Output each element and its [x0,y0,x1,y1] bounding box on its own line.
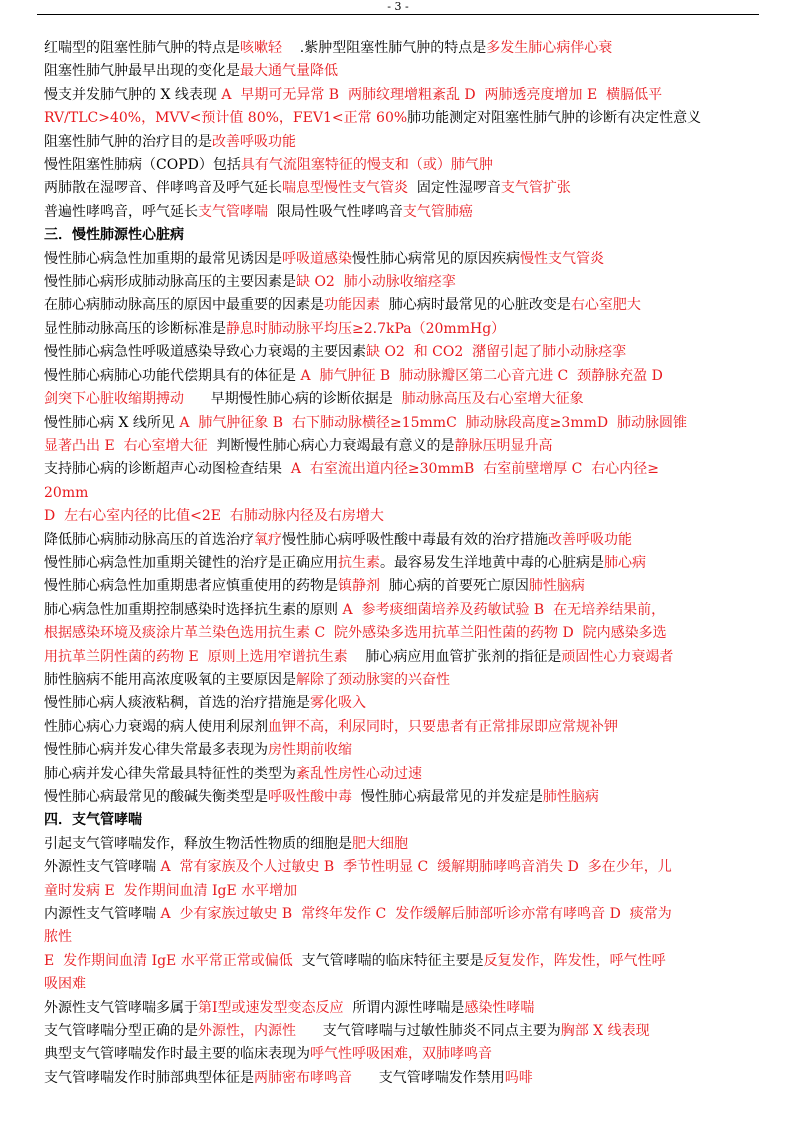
highlighted-answer: 肥大细胞 [352,835,408,852]
question-text: 红喘型的阻塞性肺气肿的特点是 [44,40,240,56]
question-text: 固定性湿啰音 [408,180,501,197]
question-text: 肺心病的首要死亡原因 [380,578,529,595]
text-line [44,37,754,60]
question-text: 支气管哮喘发作禁用 [352,1069,505,1086]
text-line [44,1067,754,1090]
highlighted-answer: A 常有家族及个人过敏史 B 季节性明显 C 缓解期肺哮鸣音消失 D 多在少年，儿 [160,859,672,876]
highlighted-answer: 呼气性呼吸困难，双肺哮鸣音 [310,1046,492,1063]
text-line [44,622,754,645]
highlighted-answer: 剑突下心脏收缩期搏动 [44,391,184,408]
page-header [37,0,759,15]
question-text: 支持肺心病的诊断超声心动图检查结果 [44,461,291,478]
question-text: 典型支气管哮喘发作时最主要的临床表现为 [44,1046,310,1063]
question-text: 支气管哮喘的临床特征主要是 [292,952,484,969]
highlighted-answer: 吸困难 [44,976,86,993]
text-line [44,646,754,669]
question-text: 阻塞性肺气肿最早出现的变化是 [44,63,240,80]
highlighted-answer: 肺心病 [604,554,646,571]
question-text: 。最容易发生洋地黄中毒的心脏病是 [380,554,604,571]
text-line [44,505,754,528]
highlighted-answer: A 早期可无异常 B 两肺纹理增粗紊乱 D 两肺透亮度增加 E 横膈低平 [221,86,663,103]
highlighted-answer: 慢性支气管炎 [520,250,604,267]
highlighted-answer: 最大通气量降低 [240,63,338,80]
document-body [44,37,754,1090]
highlighted-answer: 改善呼吸功能 [548,531,632,548]
highlighted-answer: 两肺密布哮鸣音 [254,1069,352,1086]
text-line [44,973,754,996]
question-text: 慢性肺心病急性加重期患者应慎重使用的药物是 [44,578,338,595]
highlighted-answer: 反复发作，阵发性，呼气性呼 [483,952,666,969]
text-line [44,482,754,505]
question-text: 限局性吸气性哮鸣音 [268,203,403,220]
question-text: 判断慢性肺心病心力衰竭最有意义的是 [207,437,455,454]
highlighted-answer: 雾化吸入 [310,695,366,712]
highlighted-answer: D 左右心室内径的比值<2E 右肺动脉内径及右房增大 [44,508,384,525]
question-text: 肺功能测定对阻塞性肺气肿的诊断有决定性意义 [407,110,702,127]
question-text: 两肺散在湿啰音、伴哮鸣音及呼气延长 [44,180,282,197]
text-line [44,84,754,107]
text-line [44,458,754,481]
question-text: 性肺心病心力衰竭的病人使用利尿剂 [44,718,268,735]
highlighted-answer: A 肺气肿征象 B 右下肺动脉横径≥15mmC 肺动脉段高度≥3mmD 肺动脉圆锥 [179,414,687,431]
highlighted-answer: 多发生肺心病伴心衰 [486,40,613,56]
page-number: - 3 - [387,0,409,13]
text-line [44,809,754,832]
highlighted-answer: 外源性，内源性 [198,1023,296,1040]
question-text: 支气管哮喘与过敏性肺炎不同点主要为 [296,1023,561,1040]
highlighted-answer: 感染性哮喘 [464,999,535,1016]
question-text: 慢性肺心病人痰液粘稠，首选的治疗措施是 [44,695,310,712]
highlighted-answer: A 参考痰细菌培养及药敏试验 B 在无培养结果前， [342,601,666,618]
highlighted-answer: E 发作期间血清 IgE 水平常正常或偏低 [44,952,293,969]
highlighted-answer: 支气管哮喘 [198,203,268,220]
text-line [44,294,754,317]
section-heading: 四．支气管哮喘 [44,812,142,829]
question-text: 引起支气管哮喘发作，释放生物活性物质的细胞是 [44,835,352,852]
highlighted-answer: 第Ⅰ型或速发型变态反应 [198,999,344,1016]
text-line [44,107,754,130]
text-line [44,388,754,411]
highlighted-answer: A 肺气肿征 B 肺动脉瓣区第二心音亢进 C 颈静脉充盈 D [300,367,663,384]
highlighted-answer: 咳嗽轻 [240,40,282,56]
highlighted-answer: 支气管肺癌 [402,203,473,220]
highlighted-answer: 脓性 [44,929,72,946]
question-text: 肺性脑病不能用高浓度吸氧的主要原因是 [44,671,296,688]
question-text: 所谓内源性哮喘是 [343,999,465,1016]
text-line [44,271,754,294]
question-text: .紫肿型阻塞性肺气肿的特点是 [282,40,487,56]
text-line [44,248,754,271]
text-line [44,880,754,903]
question-text: 支气管哮喘发作时肺部典型体征是 [44,1069,254,1086]
highlighted-answer: A 右室流出道内径≥30mmB 右室前壁增厚 C 右心内径≥ [290,461,659,478]
text-line [44,1020,754,1043]
text-line [44,950,754,973]
text-line [44,926,754,949]
text-line [44,365,754,388]
text-line [44,131,754,154]
text-line [44,669,754,692]
question-text: 慢性肺心病常见的原因疾病 [352,250,520,267]
highlighted-answer: 紊乱性房性心动过速 [296,765,422,782]
text-line [44,154,754,177]
text-line [44,412,754,435]
question-text: 外源性支气管哮喘多属于 [44,999,198,1016]
question-text: 阻塞性肺气肿的治疗目的是 [44,133,212,150]
question-text: 慢性肺心病急性呼吸道感染导致心力衰竭的主要因素 [44,344,366,361]
text-line [44,552,754,575]
text-line [44,833,754,856]
question-text: 肺心病急性加重期控制感染时选择抗生素的原则 [44,601,343,618]
question-text: 肺心病应用血管扩张剂的指征是 [347,648,562,665]
question-text: 慢性阻塞性肺病（COPD）包括 [44,157,241,174]
question-text: 早期慢性肺心病的诊断依据是 [184,391,402,408]
highlighted-answer: 呼吸道感染 [282,250,352,267]
highlighted-answer: 缺 O2 肺小动脉收缩痉挛 [296,274,456,291]
question-text: 慢性肺心病最常见的酸碱失衡类型是 [44,789,268,805]
highlighted-answer: 显著凸出 E 右心室增大征 [44,437,208,454]
text-line [44,856,754,879]
question-text: 慢性肺心病最常见的并发症是 [352,789,543,805]
question-text: 慢性肺心病形成肺动脉高压的主要因素是 [44,274,296,291]
highlighted-answer: 支气管扩张 [500,180,571,197]
section-heading: 三．慢性肺源性心脏病 [44,227,184,244]
question-text: 外源性支气管哮喘 [44,859,161,876]
text-line [44,224,754,247]
text-line [44,1043,754,1066]
text-line [44,903,754,926]
highlighted-answer: 改善呼吸功能 [212,133,296,150]
highlighted-answer: 根据感染环境及痰涂片革兰染色选用抗生素 C 院外感染多选用抗革兰阳性菌的药物 D 院内感染多选 [44,625,667,642]
text-line [44,786,754,809]
text-line [44,529,754,552]
highlighted-answer: 呼吸性酸中毒 [268,789,352,805]
highlighted-answer: 肺性脑病 [542,789,599,805]
question-text: 肺心病时最常见的心脏改变是 [380,297,571,314]
question-text: 内源性支气管哮喘 [44,906,161,923]
highlighted-answer: 静脉压明显升高 [454,437,553,454]
question-text: 慢性肺心病急性加重期关键性的治疗是正确应用 [44,554,338,571]
text-line [44,997,754,1020]
text-line [44,201,754,224]
highlighted-answer: 胸部 X 线表现 [560,1023,650,1040]
highlighted-answer: 肺性脑病 [528,578,585,595]
text-line [44,435,754,458]
question-text: 慢性肺心病 X 线所见 [44,414,180,431]
question-text: 显性肺动脉高压的诊断标准是 [44,320,226,337]
question-text: 肺心病并发心律失常最具特征性的类型为 [44,765,296,782]
highlighted-answer: 20mm [44,484,89,501]
text-line [44,177,754,200]
highlighted-answer: 吗啡 [504,1069,533,1086]
highlighted-answer: 血钾不高，利尿同时，只要患者有正常排尿即应常规补钾 [268,718,618,735]
question-text: 支气管哮喘分型正确的是 [44,1023,198,1040]
question-text: 在肺心病肺动脉高压的原因中最重要的因素是 [44,297,324,314]
highlighted-answer: 喘息型慢性支气管炎 [282,180,408,197]
question-text: 慢性肺心病呼吸性酸中毒最有效的治疗措施 [282,531,548,548]
highlighted-answer: 肺动脉高压及右心室增大征象 [401,391,584,408]
question-text: 降低肺心病肺动脉高压的首选治疗 [44,531,254,548]
highlighted-answer: 顽固性心力衰竭者 [561,648,674,665]
highlighted-answer: 氧疗 [254,531,282,548]
highlighted-answer: 功能因素 [324,297,380,314]
text-line [44,318,754,341]
highlighted-answer: 解除了颈动脉窦的兴奋性 [296,671,450,688]
highlighted-answer: 右心室肥大 [570,297,641,314]
question-text: 慢性肺心病急性加重期的最常见诱因是 [44,250,282,267]
highlighted-answer: 房性期前收缩 [268,742,352,759]
highlighted-answer: 用抗革兰阴性菌的药物 E 原则上选用窄谱抗生素 [44,648,348,665]
highlighted-answer: 童时发病 E 发作期间血清 IgE 水平增加 [44,882,298,899]
text-line [44,692,754,715]
question-text: 慢性肺心病肺心功能代偿期具有的体征是 [44,367,301,384]
highlighted-answer: 静息时肺动脉平均压≥2.7kPa（20mmHg） [226,320,506,337]
text-line [44,716,754,739]
highlighted-answer: A 少有家族过敏史 B 常终年发作 C 发作缓解后肺部听诊亦常有哮鸣音 D 痰常为 [160,906,672,923]
text-line [44,341,754,364]
text-line [44,739,754,762]
text-line [44,60,754,83]
highlighted-answer: 具有气流阻塞特征的慢支和（或）肺气肿 [240,157,493,174]
highlighted-answer: 镇静剂 [338,578,380,595]
question-text: 慢支并发肺气肿的 X 线表现 [44,86,222,103]
highlighted-answer: 抗生素 [338,554,380,571]
highlighted-answer: RV/TLC>40%，MVV<预计值 80%，FEV1<正常 60% [44,110,408,127]
question-text: 普遍性哮鸣音，呼气延长 [44,203,198,220]
text-line [44,599,754,622]
question-text: 慢性肺心病并发心律失常最多表现为 [44,742,268,759]
text-line [44,575,754,598]
text-line [44,763,754,786]
highlighted-answer: 缺 O2 和 CO2 潴留引起了肺小动脉痉挛 [366,344,627,361]
